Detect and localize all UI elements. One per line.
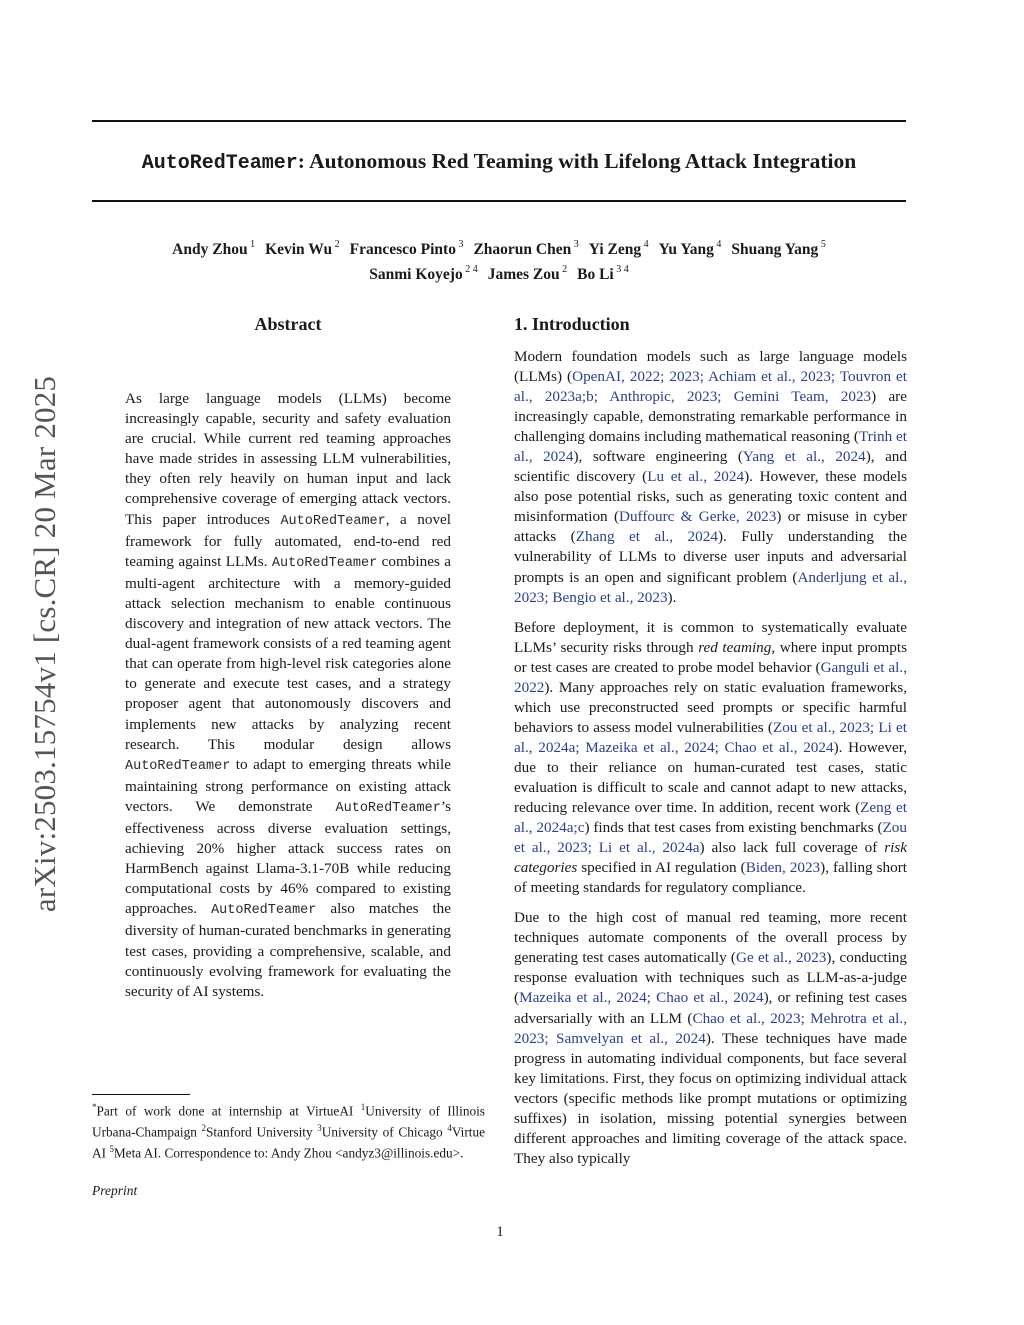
top-rule — [92, 120, 906, 122]
citation-link[interactable]: Zhang et al., 2024 — [575, 528, 718, 546]
author-list — [92, 235, 906, 285]
citation-link[interactable]: Chao et al., 2023; Mehrotra et al., 2023; Samvelyan et al., 2024 — [514, 1009, 907, 1047]
body-text: ), conducting response evaluation with techniques such as LLM-as-a-judge ( — [514, 949, 907, 1007]
author-name: James Zou $^2$ — [487, 264, 568, 284]
citation-link[interactable]: Mazeika et al., 2024; Chao et al., 2024 — [519, 989, 764, 1007]
citation-link[interactable]: Duffourc & Gerke, 2023 — [619, 508, 777, 526]
body-text: Modern foundation models such as large language models (LLMs) — [514, 348, 907, 386]
author-name: Francesco Pinto $^3$ — [349, 239, 464, 259]
body-text: ( — [567, 368, 573, 386]
citation-link[interactable]: Biden, 2023 — [745, 859, 821, 877]
author-name: Shuang Yang $^5$ — [731, 239, 826, 259]
system-name: AutoRedTeamer — [280, 513, 386, 529]
emphasis-text: risk categories — [514, 839, 907, 877]
body-text: ) finds that test cases from existing benchmarks ( — [584, 819, 883, 837]
intro-paragraph — [514, 618, 907, 899]
body-text: ). However, these models also pose potential risks, such as generating toxic content and misinformation ( — [514, 468, 907, 526]
citation-link[interactable]: Trinh et al., 2024 — [514, 428, 907, 466]
intro-paragraph — [514, 347, 907, 608]
title-bottom-rule — [92, 200, 906, 202]
body-text: , where input prompts or test cases are created to probe model behavior ( — [514, 638, 907, 676]
arxiv-sidebar — [20, 348, 70, 940]
body-text: to adapt to emerging threats while maintaining strong performance on existing attack vectors. We demonstrate — [125, 755, 451, 815]
citation-link[interactable]: Zou et al., 2023; Li et al., 2024a; Mazeika et al., 2024; Chao et al., 2024 — [514, 718, 908, 756]
introduction-heading: 1. Introduction — [514, 314, 630, 334]
system-name: AutoRedTeamer — [335, 800, 441, 816]
body-text: ), software engineering ( — [573, 448, 743, 466]
citation-link[interactable]: OpenAI, 2022; 2023; Achiam et al., 2023; Touvron et al., 2023a;b; Anthropic, 2023; Gemini Team, 2023 — [514, 368, 907, 406]
author-name: Yu Yang $^4$ — [658, 239, 722, 259]
body-text: ) also lack full coverage of — [699, 839, 885, 857]
intro-paragraph — [514, 908, 907, 1169]
citation-link[interactable]: Anderljung et al., 2023; Bengio et al., 2023 — [514, 568, 907, 606]
body-text: ) are increasingly capable, demonstrating remarkable performance in challenging domains including mathematical reasoning ( — [514, 388, 907, 446]
title-system-name: AutoRedTeamer — [141, 152, 298, 175]
arxiv-identifier: arXiv:2503.15754v1 [cs.CR] 20 Mar 2025 — [27, 375, 62, 913]
body-text: Due to the high cost of manual red teaming, more recent techniques automate components of the overall process by generating test cases automatically ( — [514, 909, 907, 967]
citation-link[interactable]: Ganguli et al., 2022 — [514, 658, 907, 696]
page-number: 1 — [496, 1224, 504, 1240]
citation-link[interactable]: Yang et al., 2024 — [742, 448, 866, 466]
body-text: combines a multi-agent architecture with a memory-guided attack selection mechanism to enable continuous discovery and integration of new attack vectors. The dual-agent framework consists of a red teaming agent that can operate from high-level risk categories alone to generate and execute test cases, and a strategy proposer agent that autonomously discovers and implements new attacks by analyzing recent research. This modular design allows — [125, 552, 451, 753]
body-text: Before deployment, it is common to systematically evaluate LLMs’ security risks through — [514, 618, 907, 656]
body-text: ). These techniques have made progress in automating individual components, but face several key limitations. First, they focus on optimizing individual attack vectors (specific methods like prompt mutations or optimizing suffixes) in isolation, missing potential synergies between different approaches and limiting coverage of the attack space. They also typically — [514, 1029, 907, 1167]
body-text: ). — [667, 588, 677, 606]
body-text: ), and scientific discovery ( — [514, 448, 907, 486]
introduction-body — [514, 347, 907, 1179]
body-text: ). Many approaches rely on static evaluation frameworks, which use preconstructed seed prompts or specific harmful behaviors to assess model vulnerabilities ( — [514, 678, 907, 736]
body-text: As large language models (LLMs) become increasingly capable, security and safety evaluation are crucial. While current red teaming approaches have made strides in assessing LLM vulnerabilities, they often rely heavily on human input and lack comprehensive coverage of emerging attack vectors. This paper introduces — [125, 390, 451, 528]
system-name: AutoRedTeamer — [211, 903, 317, 919]
citation-link[interactable]: Zou et al., 2023; Li et al., 2024a — [514, 819, 907, 857]
footnote-rule — [92, 1094, 190, 1095]
author-name: Andy Zhou $^1$ — [172, 239, 256, 259]
paper-title — [92, 146, 906, 179]
emphasis-text: red teaming — [698, 638, 772, 656]
body-text: ), or refining test cases adversarially with an LLM ( — [514, 989, 908, 1027]
affiliation-footnote: *Part of work done at internship at VirtueAI $^1$University of Illinois Urbana-Champaign $^2$Stanford University $^3$University of Chicago $^4$Virtue AI $^5$Meta AI. Correspondence to: Andy Zhou <andyz3@illinois.edu>. — [92, 1102, 485, 1161]
author-line-2 — [92, 260, 906, 285]
author-name: Yi Zeng $^4$ — [588, 239, 649, 259]
body-text: ’s effectiveness across diverse evaluation settings, achieving 20% higher attack success rates on HarmBench against Llama-3.1-70B while reducing computational costs by 46% compared to existing approaches. — [125, 797, 451, 918]
author-name: Kevin Wu $^2$ — [265, 239, 340, 259]
system-name: AutoRedTeamer — [125, 758, 231, 774]
title-text: : Autonomous Red Teaming with Lifelong Attack Integration — [297, 149, 857, 173]
author-name: Bo Li $^{3 4}$ — [577, 264, 629, 284]
citation-link[interactable]: Lu et al., 2024 — [647, 468, 745, 486]
body-text: ) or misuse in cyber attacks ( — [514, 508, 907, 546]
citation-link[interactable]: Ge et al., 2023 — [736, 949, 827, 967]
body-text: ), falling short of meeting standards for regulatory compliance. — [514, 859, 908, 897]
citation-link[interactable]: Zeng et al., 2024a;c — [514, 799, 907, 837]
body-text: also matches the diversity of human-curated benchmarks in generating test cases, providing a comprehensive, scalable, and continuously evolving framework for evaluating the security of AI systems. — [125, 900, 452, 1000]
system-name: AutoRedTeamer — [271, 555, 378, 571]
preprint-label: Preprint — [92, 1183, 138, 1198]
abstract-body — [125, 389, 451, 1002]
abstract-heading: Abstract — [254, 314, 322, 334]
body-text: ). Fully understanding the vulnerability of LLMs to diverse user inputs and adversarial prompts is an open and significant problem ( — [514, 528, 907, 586]
body-text: specified in AI regulation ( — [577, 859, 746, 877]
author-line-1 — [92, 235, 906, 260]
author-name: Sanmi Koyejo $^{2 4}$ — [369, 264, 478, 284]
author-name: Zhaorun Chen $^3$ — [473, 239, 579, 259]
body-text: ). However, due to their reliance on human-curated test cases, static evaluation is difficult to scale and cannot adapt to new attacks, reducing relevance over time. In addition, recent work ( — [514, 738, 907, 817]
body-text: , a novel framework for fully automated, end-to-end red teaming against LLMs. — [125, 510, 452, 570]
